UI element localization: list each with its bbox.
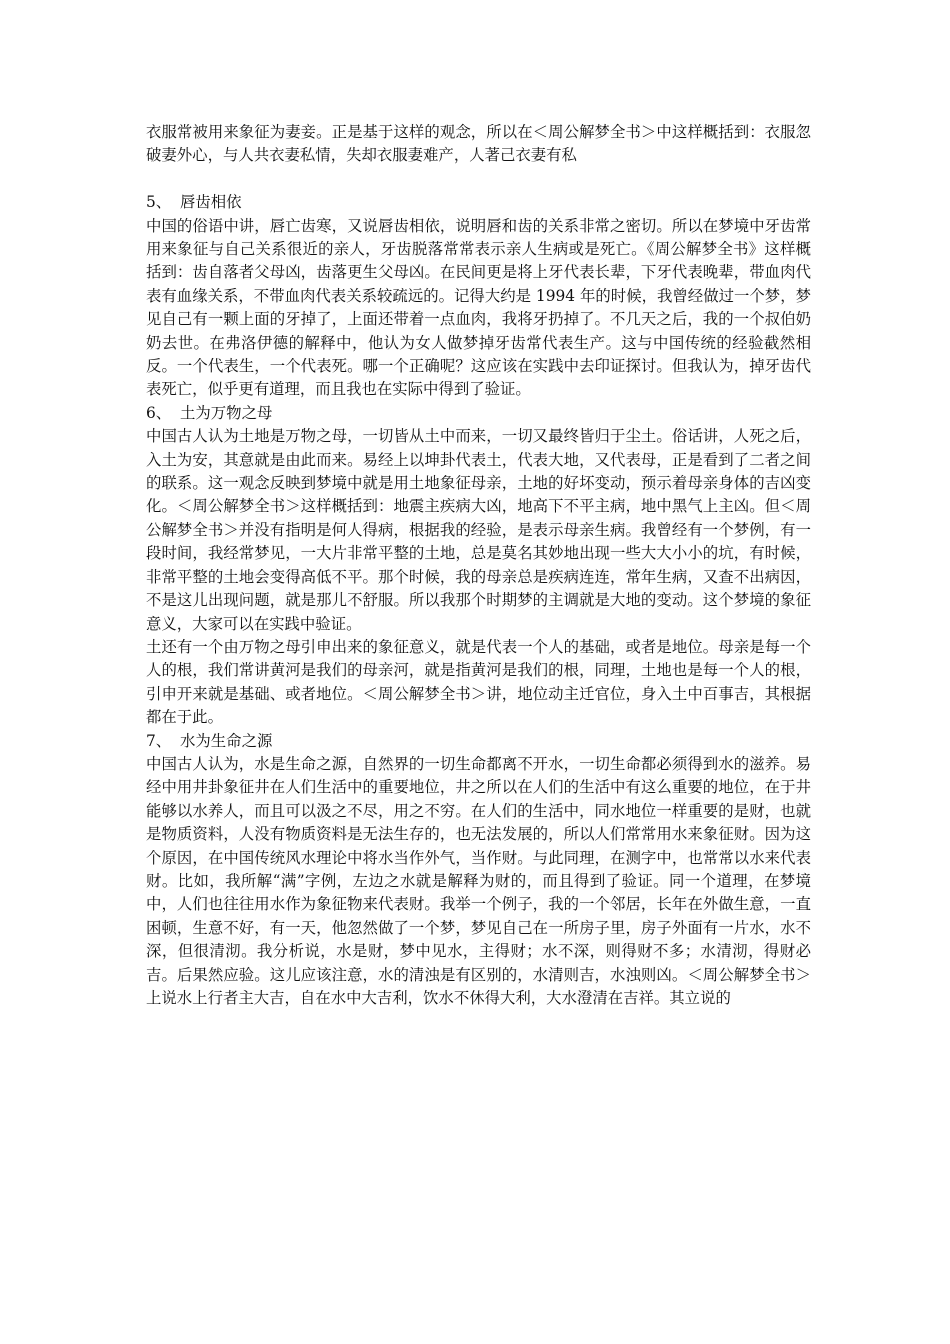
section-heading — [146, 402, 811, 425]
section-title: 唇齿相依 — [180, 193, 242, 212]
section-title: 土为万物之母 — [180, 403, 273, 422]
section-number: 6、 — [146, 403, 172, 422]
body-paragraph: 中国的俗语中讲，唇亡齿寒，又说唇齿相依，说明唇和齿的关系非常之密切。所以在梦境中牙齿常用来象征与自己关系很近的亲人，牙齿脱落常常表示亲人生病或是死亡。《周公解梦全书》这样概括到：齿自落者父母凶，齿落更生父母凶。在民间更是将上牙代表长辈，下牙代表晚辈，带血肉代表有血缘关系，不带血肉代表关系较疏远的。记得大约是 1994 年的时候，我曾经做过一个梦，梦见自己有一颗上面的牙掉了，上面还带着一点血肉，我将牙扔掉了。不几天之后，我的一个叔伯奶奶去世。在弗洛伊德的解释中，他认为女人做梦掉牙齿常代表生产。这与中国传统的经验截然相反。一个代表生，一个代表死。哪一个正确呢？这应该在实践中去印证探讨。但我认为，掉牙齿代表死亡，似乎更有道理，而且我也在实际中得到了验证。 — [146, 216, 811, 399]
section-heading — [146, 730, 811, 753]
body-paragraph: 中国古人认为土地是万物之母，一切皆从土中而来，一切又最终皆归于尘土。俗话讲，人死之后，入土为安，其意就是由此而来。易经上以坤卦代表土，代表大地，又代表母，正是看到了二者之间的联系。这一观念反映到梦境中就是用土地象征母亲，土地的好坏变动，预示着母亲身体的吉凶变化。＜周公解梦全书＞这样概括到：地震主疾病大凶，地高下不平主病，地中黑气上主凶。但＜周公解梦全书＞并没有指明是何人得病，根据我的经验，是表示母亲生病。我曾经有一个梦例，有一段时间，我经常梦见，一大片非常平整的土地，总是莫名其妙地出现一些大大小小的坑，有时候，非常平整的土地会变得高低不平。那个时候，我的母亲总是疾病连连，常年生病，又查不出病因，不是这儿出现问题，就是那儿不舒服。所以我那个时期梦的主调就是大地的变动。这个梦境的象征意义，大家可以在实践中验证。 — [146, 427, 811, 633]
document-body — [146, 121, 811, 1010]
body-paragraph: 衣服常被用来象征为妻妾。正是基于这样的观念，所以在＜周公解梦全书＞中这样概括到：衣服忽破妻外心，与人共衣妻私情，失却衣服妻难产，人著己衣妻有私 — [146, 123, 811, 165]
paragraph-spacer — [146, 168, 811, 191]
section-title: 水为生命之源 — [180, 731, 273, 750]
section-number: 7、 — [146, 731, 172, 750]
section-number: 5、 — [146, 193, 172, 212]
body-paragraph: 土还有一个由万物之母引申出来的象征意义，就是代表一个人的基础，或者是地位。母亲是每一个人的根，我们常讲黄河是我们的母亲河，就是指黄河是我们的根，同理，土地也是每一个人的根，引申开来就是基础、或者地位。＜周公解梦全书＞讲，地位动主迁官位，身入土中百事吉，其根据都在于此。 — [146, 637, 811, 727]
body-paragraph: 中国古人认为，水是生命之源，自然界的一切生命都离不开水，一切生命都必须得到水的滋养。易经中用井卦象征井在人们生活中的重要地位，井之所以在人们的生活中有这么重要的地位，在于井能够以水养人，而且可以汲之不尽，用之不穷。在人们的生活中，同水地位一样重要的是财，也就是物质资料，人没有物质资料是无法生存的，也无法发展的，所以人们常常用水来象征财。因为这个原因，在中国传统风水理论中将水当作外气，当作财。与此同理，在测字中，也常常以水来代表财。比如，我所解“满”字例，左边之水就是解释为财的，而且得到了验证。同一个道理，在梦境中，人们也往往用水作为象征物来代表财。我举一个例子，我的一个邻居，长年在外做生意，一直困顿，生意不好，有一天，他忽然做了一个梦，梦见自己在一所房子里，房子外面有一片水，水不深，但很清沏。我分析说，水是财，梦中见水，主得财；水不深，则得财不多；水清沏，得财必吉。后果然应验。这儿应该注意，水的清浊是有区别的，水清则吉，水浊则凶。＜周公解梦全书＞上说水上行者主大吉，自在水中大吉利，饮水不休得大利，大水澄清在吉祥。其立说的 — [146, 754, 811, 1008]
section-heading — [146, 191, 811, 214]
